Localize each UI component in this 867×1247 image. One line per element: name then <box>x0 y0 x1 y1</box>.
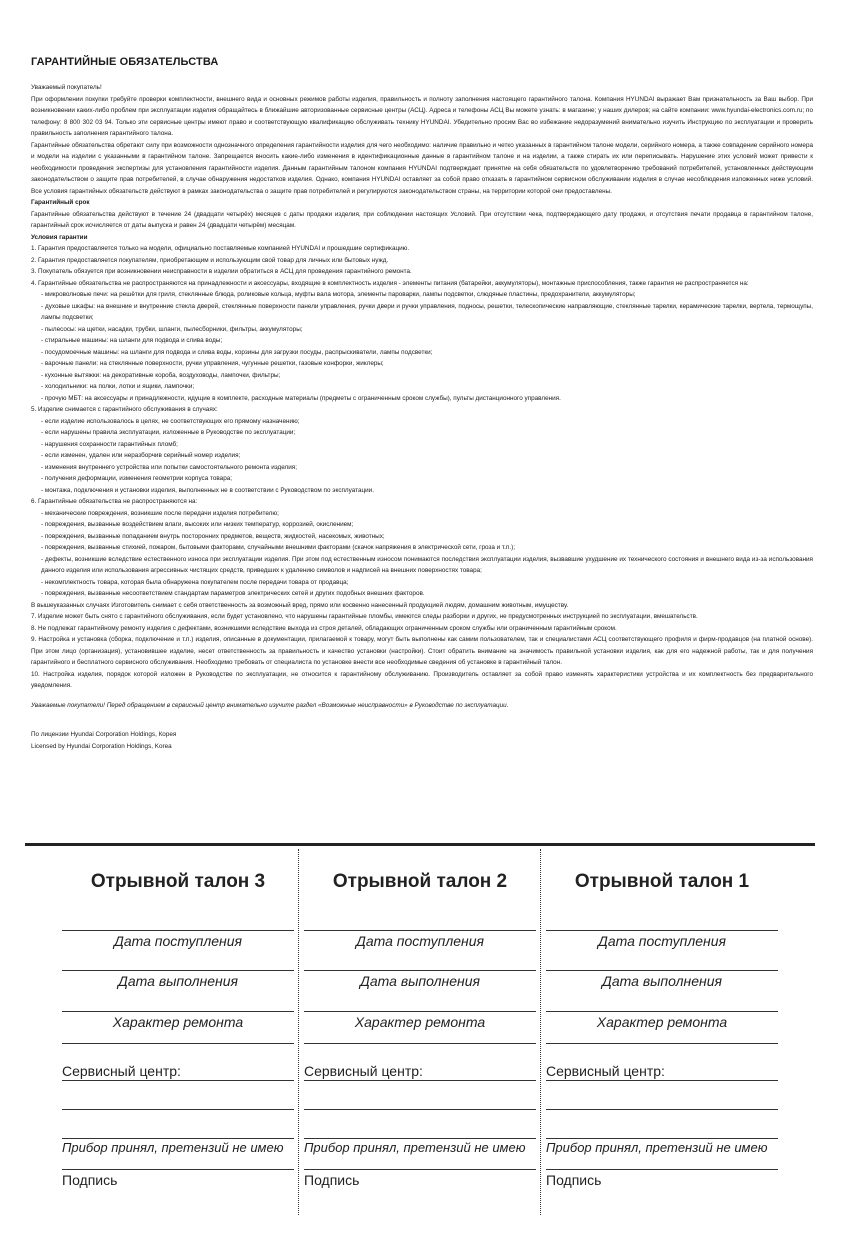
fill-line <box>304 1109 536 1110</box>
repair-type-label: Характер ремонта <box>112 1014 244 1030</box>
condition-item: 2. Гарантия предоставляется покупателям, приобретающим и использующим свой товар для личных или бытовых нужд. <box>31 256 389 264</box>
tear-off-separator <box>25 843 815 846</box>
removal-case-item: - получения деформации, изменения геометрии корпуса товара; <box>41 475 233 482</box>
fill-line <box>546 1169 778 1170</box>
condition-item: 1. Гарантия предоставляется только на модели, официально поставляемые компанией HYUNDAI и прошедшие сертификацию. <box>31 245 410 252</box>
non-covered-item: - повреждения, вызванные стихией, пожаром, бытовыми факторами, случайными внешними факторами (скачок напряжения в электрической сети, гроза и т.п.); <box>41 544 515 551</box>
fill-line <box>304 1011 536 1012</box>
fill-line <box>62 1043 294 1044</box>
removal-case-item: - изменения внутреннего устройства или попытки самостоятельного ремонта изделия; <box>41 463 298 471</box>
condition-item: 10. Настройка изделия, порядок которой изложен в Руководстве по эксплуатации, не относится к гарантийному обслуживанию. Производитель оставляет за собой право изменять характеристики устройства и их комплектность без предварительного уведомления. <box>31 670 813 689</box>
fill-line <box>62 930 294 931</box>
signature-label: Подпись <box>62 1172 118 1188</box>
condition-item: 4. Гарантийные обязательства не распространяются на принадлежности и аксессуары, входящие в комплектность изделия - элементы питания (батарейки, аккумуляторы), монтажные приспособления, также гарантия не распространяется на: <box>31 279 749 287</box>
date-done-label: Дата выполнения <box>118 973 238 989</box>
coupon-title: Отрывной талон 3 <box>90 871 266 892</box>
signature-label: Подпись <box>546 1172 602 1188</box>
fill-line <box>62 1011 294 1012</box>
coupon-title: Отрывной талон 1 <box>574 871 750 892</box>
fill-line <box>546 1043 778 1044</box>
fill-line <box>304 1080 536 1081</box>
greeting: Уважаемый покупатель! <box>31 84 102 91</box>
exclusion-item: - стиральные машины: на шланги для подвода и слива воды; <box>41 337 223 344</box>
fill-line <box>546 930 778 931</box>
exclusion-item: - пылесосы: на щетки, насадки, трубки, шланги, пылесборники, фильтры, аккумуляторы; <box>41 325 303 333</box>
removal-case-item: - если нарушены правила эксплуатации, изложенные в Руководстве по эксплуатации; <box>41 429 296 436</box>
coupon-title: Отрывной талон 2 <box>332 871 508 892</box>
fill-line <box>304 970 536 971</box>
exclusion-item: - посудомоечные машины: на шланги для подвода и слива воды, корзины для загрузки посуды, распрыскиватели, лампы подсветки; <box>41 348 433 356</box>
fill-line <box>304 1138 536 1139</box>
condition-item: 8. Не подлежат гарантийному ремонту изделия с дефектами, возникшими вследствие выхода из строя деталей, обладающих ограниченным сроком службы или ограниченным гарантийным сроком. <box>31 624 617 632</box>
term-paragraph: Гарантийные обязательства действуют в течение 24 (двадцати четырёх) месяцев с даты продажи изделия, при соблюдении настоящих Условий. При отсутствии чека, подтверждающего дату продажи, и отсутствия печати продавца в гарантийном талоне, гарантийный срок исчисляется от даты выпуска и равен 24 (двадцати четырём) месяцам. <box>31 210 813 229</box>
fill-line <box>62 1080 294 1081</box>
exclusion-item: - микроволновые печи: на решётки для гриля, стеклянные блюда, роликовые кольца, муфты вала мотора, элементы пароварки, лампы подсветки, слюдяные пластины, предохранители, аккумуляторы; <box>41 291 636 298</box>
signature-label: Подпись <box>304 1172 360 1188</box>
service-center-label: Сервисный центр: <box>62 1063 181 1079</box>
license-ru: По лицензии Hyundai Corporation Holdings, Корея <box>31 731 177 738</box>
license-en: Licensed by Hyundai Corporation Holdings, Korea <box>31 742 172 750</box>
liability-paragraph: В вышеуказанных случаях Изготовитель снимает с себя ответственность за возможный вред, прямо или косвенно нанесенный продукцией людям, домашним животным, имуществу. <box>31 601 569 609</box>
exclusion-item: - варочные панели: на стеклянные поверхности, ручки управления, чугунные решетки, газовые конфорки, жиклеры; <box>41 360 384 367</box>
exclusion-item: - духовые шкафы: на внешние и внутренние стекла дверей, стеклянные поверхности панели управления, ручки двери и ручки управления, подносы, решетки, телескопические направляющие, стеклянные тарелки, керамические тарелки, вертела, термощупы, лампы подсветки; <box>41 302 813 321</box>
non-covered-item: - некомплектность товара, которая была обнаружена покупателем после передачи товара от продавца; <box>41 578 349 586</box>
condition-item: 9. Настройка и установка (сборка, подключение и т.п.) изделия, описанные в документации, прилагаемой к товару, могут быть выполнены как самим пользователем, так и специалистами АСЦ соответствующего профиля и фирм-продавцов (на платной основе). При этом лицо (организация), установившее изделие, несет ответственность за правильность и качество установки (настройки). Стоит обратить внимание на значимость правильной установки изделия, как для его надежной работы, так и для получения гарантийного и бесплатного сервисного обслуживания. Необходимо требовать от специалиста по установке внести все необходимые сведения об установке в гарантийный талон. <box>31 636 813 666</box>
exclusion-item: - холодильники: на полки, лотки и ящики, лампочки; <box>41 383 195 390</box>
repair-type-label: Характер ремонта <box>354 1014 486 1030</box>
exclusion-item: - прочую МБТ: на аксессуары и принадлежности, идущие в комплекте, расходные материалы (предметы с ограниченным сроком службы), пульты дистанционного управления. <box>41 394 561 402</box>
removal-case-item: - если изменен, удален или неразборчив серийный номер изделия; <box>41 452 241 459</box>
fill-line <box>304 1169 536 1170</box>
warranty-text <box>31 82 813 752</box>
fill-line <box>546 970 778 971</box>
exclusion-item: - кухонные вытяжки: на декоративные короба, воздуховоды, лампочки, фильтры; <box>41 371 281 379</box>
date-received-label: Дата поступления <box>355 933 485 949</box>
date-received-label: Дата поступления <box>113 933 243 949</box>
tear-off-coupon-3 <box>62 849 294 1215</box>
condition-item: 3. Покупатель обязуется при возникновении неисправности в изделии обратиться в АСЦ для проведения гарантийного ремонта. <box>31 268 412 275</box>
fill-line <box>546 1011 778 1012</box>
repair-type-label: Характер ремонта <box>596 1014 728 1030</box>
fill-line <box>546 1138 778 1139</box>
tear-off-coupon-1 <box>546 849 778 1215</box>
section-heading-conditions: Условия гарантии <box>31 233 88 241</box>
date-done-label: Дата выполнения <box>360 973 480 989</box>
date-received-label: Дата поступления <box>597 933 727 949</box>
accepted-statement: Прибор принял, претензий не имею <box>62 1140 284 1155</box>
fill-line <box>62 1169 294 1170</box>
condition-item: 5. Изделие снимается с гарантийного обслуживания в случаях: <box>31 406 218 413</box>
fill-line <box>546 1109 778 1110</box>
fill-line <box>304 1043 536 1044</box>
non-covered-item: - повреждения, вызванные попаданием внутрь посторонних предметов, веществ, жидкостей, насекомых, животных; <box>41 532 385 540</box>
date-done-label: Дата выполнения <box>602 973 722 989</box>
perforation-line <box>298 849 299 1215</box>
fill-line <box>304 930 536 931</box>
removal-case-item: - монтажа, подключения и установки изделия, выполненных не в соответствии с Руководством по эксплуатации. <box>41 486 374 494</box>
removal-case-item: - нарушения сохранности гарантийных пломб; <box>41 440 178 448</box>
condition-item: 6. Гарантийные обязательства не распространяются на: <box>31 498 198 505</box>
fill-line <box>62 1138 294 1139</box>
service-center-label: Сервисный центр: <box>546 1063 665 1079</box>
accepted-statement: Прибор принял, претензий не имею <box>304 1140 526 1155</box>
customer-notice: Уважаемые покупатели! Перед обращением в сервисный центр внимательно изучите раздел «Возможные неисправности» в Руководстве по эксплуатации. <box>31 701 509 709</box>
perforation-line <box>540 849 541 1215</box>
intro-paragraph: Гарантийные обязательства обретают силу при возможности однозначного определения гарантийности изделия для чего необходимо: наличие правильно и четко указанных в гарантийном талоне модели, серийного номера, а также совпадение серийного номера и модели на изделии с указанными в гарантийном талоне. Запрещается вносить какие-либо изменения в идентификационные данные в гарантийном талоне и на изделии, а также стирать их или переписывать. Нарушение этих условий может привести к необходимости проведения экспертизы для установления гарантийности изделия. Данным гарантийным талоном компания HYUNDAI подтверждает принятие на себя обязательств по удовлетворению требований потребителей, установленных действующим законодательством о защите прав потребителей, в случае обнаружения недостатков изделия. Однако, компания HYUNDAI оставляет за собой право отказать в гарантийном сервисном обслуживании изделия в случае несоблюдения изложенных ниже условий. Все условия гарантийных обязательств действуют в рамках законодательства о защите прав потребителей и регулируются законодательством страны, на территории которой они предоставлены. <box>31 141 813 195</box>
fill-line <box>62 1109 294 1110</box>
intro-paragraph: При оформлении покупки требуйте проверки комплектности, внешнего вида и основных режимов работы изделия, правильность и полноту заполнения настоящего гарантийного талона. Компания HYUNDAI выражает Вам признательность за Ваш выбор. При возникновении каких-либо проблем при эксплуатации изделия обращайтесь в ближайшие авторизованные сервисные центры (АСЦ). Адреса и телефоны АСЦ Вы можете узнать: в магазине; у наших дилеров; на сайте компании: www.hyundai-electronics.com.ru; по телефону: 8 800 302 03 94. Только эти сервисные центры имеют право и соответствующую квалификацию обслуживать технику HYUNDAI. Убедительно просим Вас во избежание недоразумений внимательно изучить Инструкцию по эксплуатации и проверить правильность заполнения гарантийного талона. <box>31 95 813 137</box>
non-covered-item: - повреждения, вызванные несоответствием стандартам параметров электрических сетей и других подобных внешних факторов. <box>41 590 425 597</box>
page-title: ГАРАНТИЙНЫЕ ОБЯЗАТЕЛЬСТВА <box>31 56 219 68</box>
fill-line <box>546 1080 778 1081</box>
accepted-statement: Прибор принял, претензий не имею <box>546 1140 768 1155</box>
non-covered-item: - повреждения, вызванные воздействием влаги, высоких или низких температур, коррозией, окислением; <box>41 521 354 528</box>
non-covered-item: - механические повреждения, возникшие после передачи изделия потребителю; <box>41 509 279 517</box>
fill-line <box>62 970 294 971</box>
removal-case-item: - если изделие использовалось в целях, не соответствующих его прямому назначению; <box>41 417 300 425</box>
service-center-label: Сервисный центр: <box>304 1063 423 1079</box>
tear-off-coupon-2 <box>304 849 536 1215</box>
condition-item: 7. Изделие может быть снято с гарантийного обслуживания, если будет установлено, что нарушены гарантийные пломбы, имеются следы разборки и других, не предусмотренных инструкцией по эксплуатации, вмешательств. <box>31 613 698 620</box>
section-heading-term: Гарантийный срок <box>31 199 90 206</box>
non-covered-item: - дефекты, возникшие вследствие естественного износа при эксплуатации изделия. При этом под естественным износом понимаются последствия эксплуатации изделия, вызвавшие ухудшение их технического состояния и внешнего вида из-за использования данного изделия или использования агрессивных чистящих средств, приведших к удалению символов и надписей на внешних поверхностях товара; <box>41 555 813 574</box>
